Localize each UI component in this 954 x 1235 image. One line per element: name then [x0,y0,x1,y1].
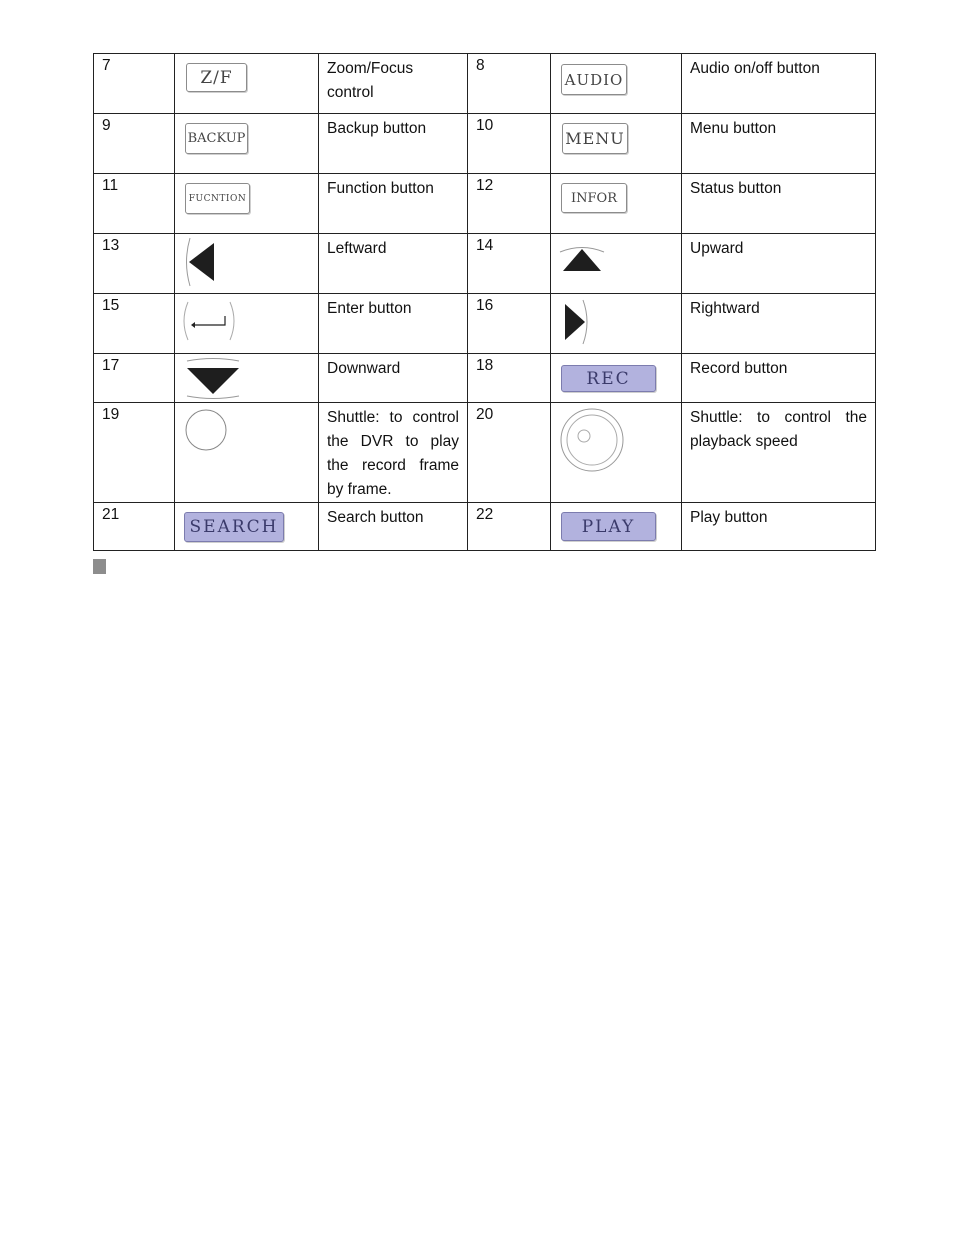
key-description: Zoom/Focus control [319,54,468,114]
table-row [94,234,876,294]
key-number: 12 [468,174,551,234]
table-row [94,294,876,354]
key-description: Function button [319,174,468,234]
key-description: Backup button [319,114,468,174]
rec-icon: REC [561,365,656,392]
key-description: Search button [319,503,468,551]
key-description: Enter button [319,294,468,354]
key-description: Play button [682,503,876,551]
play-icon: PLAY [561,512,656,541]
infor-icon: INFOR [561,183,627,213]
remote-buttons-table [93,53,876,551]
key-number: 13 [94,234,175,294]
key-description: Menu button [682,114,876,174]
key-description: Record button [682,354,876,403]
table-row [94,174,876,234]
key-description: Leftward [319,234,468,294]
key-description: Downward [319,354,468,403]
right-arrow-icon [559,296,591,346]
key-number: 20 [468,403,551,503]
table-row [94,114,876,174]
backup-icon: BACKUP [185,123,248,154]
key-number: 10 [468,114,551,174]
key-number: 18 [468,354,551,403]
left-arrow-icon [183,236,215,288]
menu-icon: MENU [562,123,628,154]
audio-icon: AUDIO [561,64,627,95]
section-marker [93,559,106,574]
table-row [94,503,876,551]
key-number: 17 [94,354,175,403]
key-description: Upward [682,234,876,294]
key-number: 15 [94,294,175,354]
shuttle-ring-icon [559,406,629,476]
up-arrow-icon [558,244,606,274]
table-row [94,54,876,114]
jog-dial-icon [184,408,230,454]
key-number: 8 [468,54,551,114]
key-number: 16 [468,294,551,354]
table-row [94,403,876,503]
key-number: 14 [468,234,551,294]
zoom-focus-icon: Z/F [186,63,247,92]
key-number: 21 [94,503,175,551]
key-number: 11 [94,174,175,234]
key-number: 9 [94,114,175,174]
key-description: Rightward [682,294,876,354]
key-description: Audio on/off button [682,54,876,114]
function-icon: FUCNTION [185,183,250,214]
key-description: Shuttle: to control the DVR to play the record frame by frame. [319,403,468,503]
key-number: 7 [94,54,175,114]
key-number: 19 [94,403,175,503]
table-row [94,354,876,403]
down-arrow-icon [184,357,242,401]
enter-icon [180,296,238,346]
key-description: Shuttle: to control the playback speed [682,403,876,503]
key-description: Status button [682,174,876,234]
search-icon: SEARCH [184,512,284,542]
key-number: 22 [468,503,551,551]
